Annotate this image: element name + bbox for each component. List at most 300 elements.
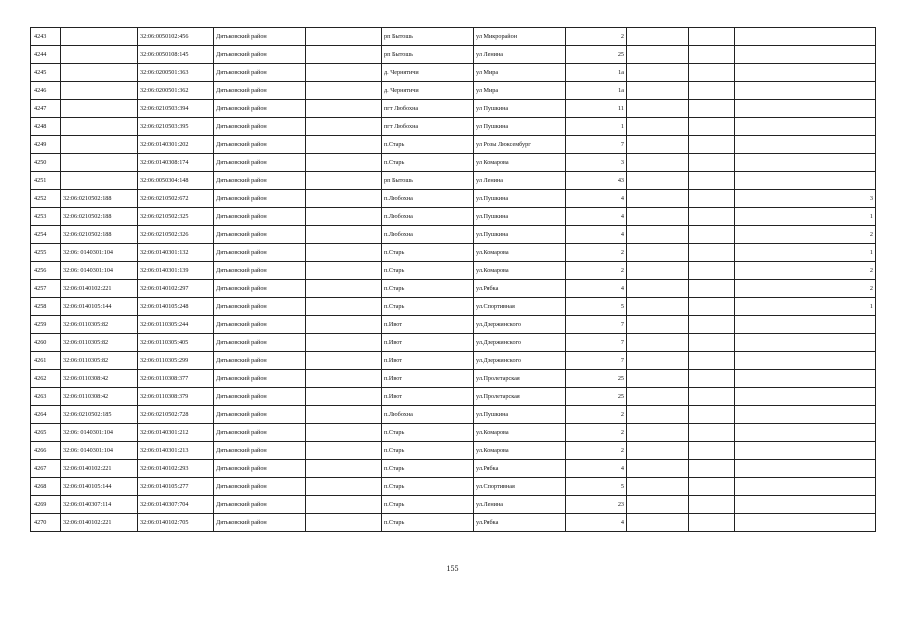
cell-empty — [689, 460, 735, 478]
cell-record-number: 4268 — [31, 478, 61, 496]
cell-empty — [689, 514, 735, 532]
cell-house-number: 25 — [566, 388, 627, 406]
cell-street: ул.Комарова — [474, 442, 566, 460]
cell-record-number: 4248 — [31, 118, 61, 136]
cell-street: ул Ленина — [474, 172, 566, 190]
cell-empty — [627, 352, 689, 370]
cell-street: ул.Спортивная — [474, 478, 566, 496]
cell-parent-cadastral-number: 32:06:0210502:188 — [61, 190, 138, 208]
cell-empty — [306, 28, 382, 46]
cell-locality: рп Бытошь — [382, 172, 474, 190]
cell-locality: п.Ивот — [382, 352, 474, 370]
cell-house-number: 3 — [566, 154, 627, 172]
table-row — [31, 460, 876, 478]
cell-house-number: 7 — [566, 334, 627, 352]
cell-empty — [627, 460, 689, 478]
cell-house-number: 1 — [566, 118, 627, 136]
cell-cadastral-number: 32:06:0050102:456 — [138, 28, 214, 46]
cell-district: Дятьковский район — [214, 478, 306, 496]
cell-district: Дятьковский район — [214, 64, 306, 82]
table-row — [31, 442, 876, 460]
cell-district: Дятьковский район — [214, 154, 306, 172]
cell-cadastral-number: 32:06:0140307:704 — [138, 496, 214, 514]
table-row — [31, 280, 876, 298]
table-row — [31, 334, 876, 352]
cell-empty — [689, 136, 735, 154]
cell-empty — [306, 496, 382, 514]
cell-cadastral-number: 32:06:0140301:212 — [138, 424, 214, 442]
cell-parent-cadastral-number — [61, 46, 138, 64]
cell-empty — [306, 190, 382, 208]
cell-district: Дятьковский район — [214, 460, 306, 478]
cell-locality: п.Старь — [382, 136, 474, 154]
cell-empty — [306, 514, 382, 532]
table-row — [31, 496, 876, 514]
cell-parent-cadastral-number — [61, 154, 138, 172]
table-row — [31, 352, 876, 370]
cell-district: Дятьковский район — [214, 352, 306, 370]
cell-empty — [306, 100, 382, 118]
table-row — [31, 64, 876, 82]
cell-cadastral-number: 32:06:0110308:377 — [138, 370, 214, 388]
cell-locality: рп Бытошь — [382, 46, 474, 64]
cell-record-number: 4251 — [31, 172, 61, 190]
cell-record-number: 4249 — [31, 136, 61, 154]
cell-empty — [689, 208, 735, 226]
cell-apartment-number — [735, 460, 876, 478]
cell-record-number: 4262 — [31, 370, 61, 388]
cell-street: ул Комарова — [474, 154, 566, 172]
cell-record-number: 4270 — [31, 514, 61, 532]
cell-apartment-number: 1 — [735, 244, 876, 262]
cell-parent-cadastral-number: 32:06: 0140301:104 — [61, 244, 138, 262]
cell-empty — [689, 388, 735, 406]
cell-record-number: 4244 — [31, 46, 61, 64]
cell-district: Дятьковский район — [214, 514, 306, 532]
cell-district: Дятьковский район — [214, 334, 306, 352]
cell-empty — [689, 118, 735, 136]
cell-parent-cadastral-number: 32:06:0210502:188 — [61, 226, 138, 244]
cell-house-number: 4 — [566, 208, 627, 226]
cell-record-number: 4258 — [31, 298, 61, 316]
cell-record-number: 4246 — [31, 82, 61, 100]
cell-empty — [306, 352, 382, 370]
cell-cadastral-number: 32:06:0210502:325 — [138, 208, 214, 226]
cell-empty — [689, 172, 735, 190]
table-row — [31, 388, 876, 406]
cell-apartment-number — [735, 406, 876, 424]
cell-parent-cadastral-number: 32:06:0110308:42 — [61, 370, 138, 388]
cell-parent-cadastral-number: 32:06:0140102:221 — [61, 514, 138, 532]
cell-empty — [627, 424, 689, 442]
cell-district: Дятьковский район — [214, 82, 306, 100]
table-row — [31, 316, 876, 334]
cell-apartment-number — [735, 424, 876, 442]
cell-locality: п.Любохна — [382, 190, 474, 208]
cell-parent-cadastral-number: 32:06:0140105:144 — [61, 478, 138, 496]
cell-apartment-number: 2 — [735, 226, 876, 244]
cell-parent-cadastral-number — [61, 82, 138, 100]
table-row — [31, 226, 876, 244]
cell-empty — [627, 298, 689, 316]
cell-empty — [627, 370, 689, 388]
cell-apartment-number: 1 — [735, 298, 876, 316]
cell-empty — [689, 370, 735, 388]
cell-empty — [306, 406, 382, 424]
cell-record-number: 4261 — [31, 352, 61, 370]
cell-apartment-number — [735, 352, 876, 370]
cell-street: ул.Пушкина — [474, 406, 566, 424]
cell-empty — [627, 208, 689, 226]
cell-empty — [689, 334, 735, 352]
cell-cadastral-number: 32:06:0140102:705 — [138, 514, 214, 532]
cell-district: Дятьковский район — [214, 442, 306, 460]
cell-empty — [627, 388, 689, 406]
cell-empty — [627, 442, 689, 460]
cell-street: ул.Дзержинского — [474, 316, 566, 334]
table-row — [31, 478, 876, 496]
cell-street: ул.Ленина — [474, 496, 566, 514]
cell-house-number: 7 — [566, 136, 627, 154]
cell-empty — [306, 334, 382, 352]
cell-house-number: 5 — [566, 478, 627, 496]
cell-locality: п.Старь — [382, 496, 474, 514]
cell-record-number: 4245 — [31, 64, 61, 82]
cell-empty — [627, 226, 689, 244]
cell-district: Дятьковский район — [214, 316, 306, 334]
cell-record-number: 4264 — [31, 406, 61, 424]
table-row — [31, 100, 876, 118]
cell-district: Дятьковский район — [214, 46, 306, 64]
cell-cadastral-number: 32:06:0140301:139 — [138, 262, 214, 280]
cell-parent-cadastral-number: 32:06:0140102:221 — [61, 460, 138, 478]
cell-cadastral-number: 32:06:0050108:145 — [138, 46, 214, 64]
cell-record-number: 4260 — [31, 334, 61, 352]
cell-apartment-number — [735, 496, 876, 514]
cell-empty — [689, 280, 735, 298]
cell-house-number: 2 — [566, 406, 627, 424]
cell-cadastral-number: 32:06:0110305:405 — [138, 334, 214, 352]
cell-street: ул Микрорайон — [474, 28, 566, 46]
cell-cadastral-number: 32:06:0200501:362 — [138, 82, 214, 100]
cell-record-number: 4243 — [31, 28, 61, 46]
cell-district: Дятьковский район — [214, 298, 306, 316]
cell-empty — [689, 442, 735, 460]
cell-district: Дятьковский район — [214, 262, 306, 280]
table-row — [31, 514, 876, 532]
cell-empty — [689, 478, 735, 496]
cell-district: Дятьковский район — [214, 118, 306, 136]
cell-record-number: 4266 — [31, 442, 61, 460]
table-row — [31, 406, 876, 424]
cell-cadastral-number: 32:06:0050304:148 — [138, 172, 214, 190]
cell-street: ул.Комарова — [474, 244, 566, 262]
table-row — [31, 262, 876, 280]
cell-empty — [306, 478, 382, 496]
table-row — [31, 244, 876, 262]
cell-street: ул.Комарова — [474, 262, 566, 280]
cell-house-number: 25 — [566, 370, 627, 388]
cell-house-number: 2 — [566, 424, 627, 442]
cell-empty — [689, 424, 735, 442]
cell-locality: рп Бытошь — [382, 28, 474, 46]
cell-parent-cadastral-number: 32:06:0110308:42 — [61, 388, 138, 406]
cell-district: Дятьковский район — [214, 280, 306, 298]
table-row — [31, 298, 876, 316]
cell-house-number: 4 — [566, 514, 627, 532]
cell-empty — [689, 28, 735, 46]
cell-cadastral-number: 32:06:0140301:202 — [138, 136, 214, 154]
cell-street: ул.Рябка — [474, 460, 566, 478]
registry-table-body — [31, 28, 876, 532]
cell-empty — [689, 244, 735, 262]
cell-cadastral-number: 32:06:0200501:363 — [138, 64, 214, 82]
cell-district: Дятьковский район — [214, 370, 306, 388]
cell-empty — [306, 424, 382, 442]
table-row — [31, 190, 876, 208]
cell-locality: п.Старь — [382, 298, 474, 316]
table-row — [31, 82, 876, 100]
cell-street: ул.Пролетарская — [474, 388, 566, 406]
cell-locality: п.Старь — [382, 424, 474, 442]
cell-house-number: 2 — [566, 244, 627, 262]
cell-record-number: 4269 — [31, 496, 61, 514]
cell-record-number: 4250 — [31, 154, 61, 172]
cell-cadastral-number: 32:06:0210503:394 — [138, 100, 214, 118]
cell-empty — [689, 496, 735, 514]
table-row — [31, 172, 876, 190]
cell-parent-cadastral-number — [61, 118, 138, 136]
cell-parent-cadastral-number: 32:06:0140102:221 — [61, 280, 138, 298]
cell-empty — [689, 46, 735, 64]
cell-empty — [627, 82, 689, 100]
cell-locality: п.Старь — [382, 280, 474, 298]
cell-apartment-number: 1 — [735, 208, 876, 226]
cell-apartment-number: 3 — [735, 190, 876, 208]
cell-street: ул Пушкина — [474, 100, 566, 118]
cell-district: Дятьковский район — [214, 208, 306, 226]
cell-parent-cadastral-number — [61, 28, 138, 46]
cell-apartment-number — [735, 316, 876, 334]
cell-empty — [689, 298, 735, 316]
cell-empty — [627, 190, 689, 208]
cell-locality: п.Любохна — [382, 208, 474, 226]
cell-locality: д. Чернятичи — [382, 82, 474, 100]
cell-apartment-number — [735, 514, 876, 532]
cell-district: Дятьковский район — [214, 406, 306, 424]
cell-parent-cadastral-number — [61, 100, 138, 118]
cell-empty — [689, 226, 735, 244]
cell-parent-cadastral-number — [61, 136, 138, 154]
cell-street: ул.Пушкина — [474, 190, 566, 208]
cell-house-number: 43 — [566, 172, 627, 190]
cell-parent-cadastral-number: 32:06:0210502:188 — [61, 208, 138, 226]
cell-empty — [306, 298, 382, 316]
cell-empty — [689, 316, 735, 334]
cell-locality: п.Старь — [382, 262, 474, 280]
cell-street: ул Розы Люксембург — [474, 136, 566, 154]
cell-cadastral-number: 32:06:0210502:326 — [138, 226, 214, 244]
cell-empty — [689, 352, 735, 370]
cell-empty — [627, 154, 689, 172]
cell-apartment-number — [735, 334, 876, 352]
cell-locality: п.Ивот — [382, 334, 474, 352]
cell-district: Дятьковский район — [214, 388, 306, 406]
cell-empty — [306, 136, 382, 154]
table-row — [31, 118, 876, 136]
cell-house-number: 2 — [566, 28, 627, 46]
cell-street: ул.Дзержинского — [474, 334, 566, 352]
cell-empty — [627, 244, 689, 262]
table-row — [31, 154, 876, 172]
cell-record-number: 4257 — [31, 280, 61, 298]
cell-district: Дятьковский район — [214, 424, 306, 442]
cell-empty — [689, 64, 735, 82]
cell-house-number: 4 — [566, 190, 627, 208]
cell-house-number: 11 — [566, 100, 627, 118]
cell-apartment-number — [735, 46, 876, 64]
cell-parent-cadastral-number: 32:06:0110305:82 — [61, 352, 138, 370]
cell-locality: д. Чернятичи — [382, 64, 474, 82]
cell-district: Дятьковский район — [214, 172, 306, 190]
cell-street: ул.Пушкина — [474, 208, 566, 226]
cell-apartment-number — [735, 388, 876, 406]
cell-cadastral-number: 32:06:0140105:248 — [138, 298, 214, 316]
cell-locality: п.Любохна — [382, 406, 474, 424]
page-number: 155 — [446, 564, 459, 573]
cell-district: Дятьковский район — [214, 190, 306, 208]
cell-cadastral-number: 32:06:0140102:297 — [138, 280, 214, 298]
cell-record-number: 4253 — [31, 208, 61, 226]
cell-apartment-number: 2 — [735, 262, 876, 280]
cell-apartment-number — [735, 370, 876, 388]
table-row — [31, 370, 876, 388]
cell-empty — [627, 64, 689, 82]
cell-house-number: 23 — [566, 496, 627, 514]
cell-parent-cadastral-number: 32:06:0110305:82 — [61, 334, 138, 352]
cell-cadastral-number: 32:06:0140301:132 — [138, 244, 214, 262]
cell-parent-cadastral-number: 32:06:0210502:185 — [61, 406, 138, 424]
cell-district: Дятьковский район — [214, 100, 306, 118]
table-row — [31, 208, 876, 226]
cell-empty — [627, 406, 689, 424]
cell-parent-cadastral-number: 32:06: 0140301:104 — [61, 262, 138, 280]
cell-parent-cadastral-number: 32:06: 0140301:104 — [61, 424, 138, 442]
cell-empty — [689, 262, 735, 280]
cell-apartment-number — [735, 136, 876, 154]
cell-empty — [627, 334, 689, 352]
cell-empty — [689, 154, 735, 172]
cell-empty — [689, 406, 735, 424]
cell-locality: пгт Любохна — [382, 100, 474, 118]
cell-record-number: 4259 — [31, 316, 61, 334]
cell-apartment-number — [735, 118, 876, 136]
cell-empty — [306, 172, 382, 190]
cell-cadastral-number: 32:06:0140105:277 — [138, 478, 214, 496]
cell-district: Дятьковский район — [214, 226, 306, 244]
table-row — [31, 424, 876, 442]
cell-house-number: 1а — [566, 82, 627, 100]
cell-parent-cadastral-number — [61, 172, 138, 190]
cell-parent-cadastral-number — [61, 64, 138, 82]
table-row — [31, 46, 876, 64]
cell-locality: п.Старь — [382, 442, 474, 460]
cell-empty — [627, 478, 689, 496]
cell-empty — [627, 280, 689, 298]
cell-cadastral-number: 32:06:0110308:379 — [138, 388, 214, 406]
cell-record-number: 4263 — [31, 388, 61, 406]
cell-empty — [306, 118, 382, 136]
cell-empty — [627, 136, 689, 154]
cell-empty — [306, 64, 382, 82]
cell-district: Дятьковский район — [214, 244, 306, 262]
cell-record-number: 4255 — [31, 244, 61, 262]
cell-empty — [689, 82, 735, 100]
cell-apartment-number — [735, 478, 876, 496]
cell-house-number: 4 — [566, 226, 627, 244]
cell-empty — [627, 514, 689, 532]
table-row — [31, 28, 876, 46]
cell-cadastral-number: 32:06:0110305:244 — [138, 316, 214, 334]
cell-street: ул.Рябка — [474, 280, 566, 298]
cell-house-number: 4 — [566, 280, 627, 298]
registry-table — [30, 27, 876, 532]
cell-record-number: 4252 — [31, 190, 61, 208]
cell-cadastral-number: 32:06:0110305:299 — [138, 352, 214, 370]
cell-empty — [306, 316, 382, 334]
cell-locality: п.Старь — [382, 244, 474, 262]
cell-apartment-number — [735, 100, 876, 118]
cell-street: ул Ленина — [474, 46, 566, 64]
cell-empty — [306, 262, 382, 280]
cell-house-number: 5 — [566, 298, 627, 316]
cell-house-number: 25 — [566, 46, 627, 64]
cell-empty — [306, 154, 382, 172]
cell-district: Дятьковский район — [214, 496, 306, 514]
cell-district: Дятьковский район — [214, 136, 306, 154]
cell-street: ул Пушкина — [474, 118, 566, 136]
cell-street: ул Мира — [474, 64, 566, 82]
cell-empty — [689, 100, 735, 118]
cell-parent-cadastral-number: 32:06:0140307:114 — [61, 496, 138, 514]
cell-locality: п.Ивот — [382, 388, 474, 406]
cell-empty — [689, 190, 735, 208]
cell-cadastral-number: 32:06:0140301:213 — [138, 442, 214, 460]
cell-empty — [306, 388, 382, 406]
cell-house-number: 7 — [566, 352, 627, 370]
cell-empty — [627, 46, 689, 64]
cell-street: ул.Дзержинского — [474, 352, 566, 370]
cell-locality: п.Ивот — [382, 370, 474, 388]
cell-parent-cadastral-number: 32:06: 0140301:104 — [61, 442, 138, 460]
cell-apartment-number — [735, 154, 876, 172]
cell-record-number: 4267 — [31, 460, 61, 478]
cell-cadastral-number: 32:06:0210502:672 — [138, 190, 214, 208]
cell-locality: п.Старь — [382, 514, 474, 532]
cell-record-number: 4265 — [31, 424, 61, 442]
cell-locality: пгт Любохна — [382, 118, 474, 136]
cell-cadastral-number: 32:06:0210503:395 — [138, 118, 214, 136]
cell-locality: п.Ивот — [382, 316, 474, 334]
cell-empty — [627, 316, 689, 334]
cell-empty — [306, 208, 382, 226]
cell-locality: п.Старь — [382, 460, 474, 478]
cell-locality: п.Старь — [382, 478, 474, 496]
cell-street: ул Мира — [474, 82, 566, 100]
cell-empty — [306, 46, 382, 64]
cell-cadastral-number: 32:06:0140102:293 — [138, 460, 214, 478]
cell-record-number: 4256 — [31, 262, 61, 280]
